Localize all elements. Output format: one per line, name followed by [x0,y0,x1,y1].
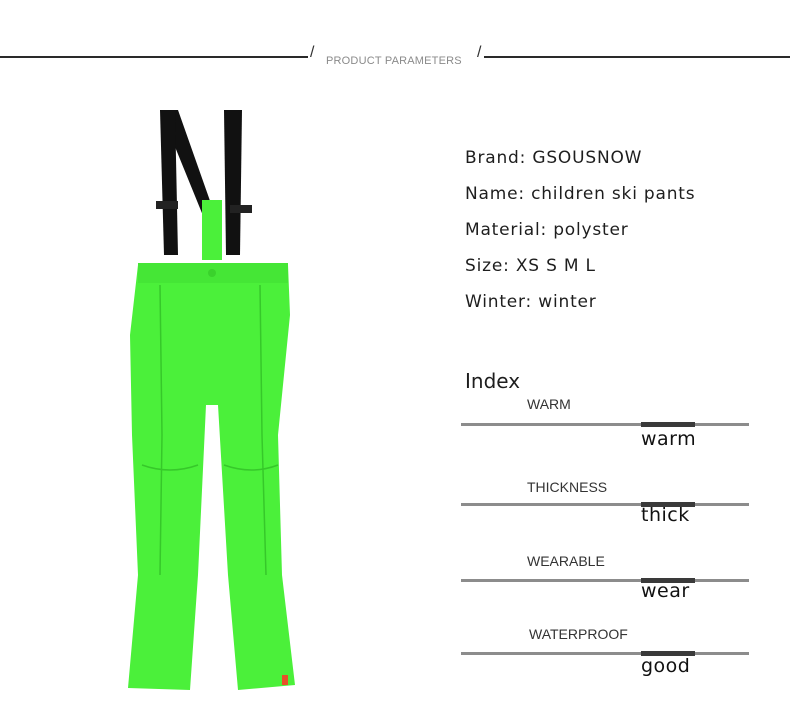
spec-winter: Winter: winter [465,292,597,312]
index-value-warm: warm [641,428,697,450]
index-label-waterproof: WATERPROOF [529,626,628,642]
index-label-wearable: WEARABLE [527,553,605,569]
index-label-thickness: THICKNESS [527,479,608,495]
index-label-warm: WARM [527,396,571,412]
product-image [120,105,310,700]
header-rule-right [484,56,790,58]
index-track-warm [461,423,749,426]
index-track-wearable [461,579,749,582]
spec-brand: Brand: GSOUSNOW [465,148,643,168]
bib [202,200,222,260]
spec-size: Size: XS S M L [465,256,596,276]
buckle-left [156,201,178,209]
section-title: PRODUCT PARAMETERS [326,55,462,67]
pants-body [128,265,295,690]
index-value-thickness: thick [641,504,690,526]
index-title: Index [465,369,521,393]
strap-right [224,110,242,255]
header-rule-left [0,56,308,58]
waist-button [208,269,216,277]
buckle-right [230,205,252,213]
header-slash-left: / [310,44,315,61]
spec-name: Name: children ski pants [465,184,696,204]
hem-tag [282,675,288,685]
spec-material: Material: polyster [465,220,629,240]
index-marker-warm [641,422,695,427]
index-track-thickness [461,503,749,506]
index-track-waterproof [461,652,749,655]
header-slash-right: / [477,44,482,61]
index-value-wearable: wear [641,580,690,602]
strap-left-lower [160,110,178,255]
index-value-waterproof: good [641,655,691,677]
